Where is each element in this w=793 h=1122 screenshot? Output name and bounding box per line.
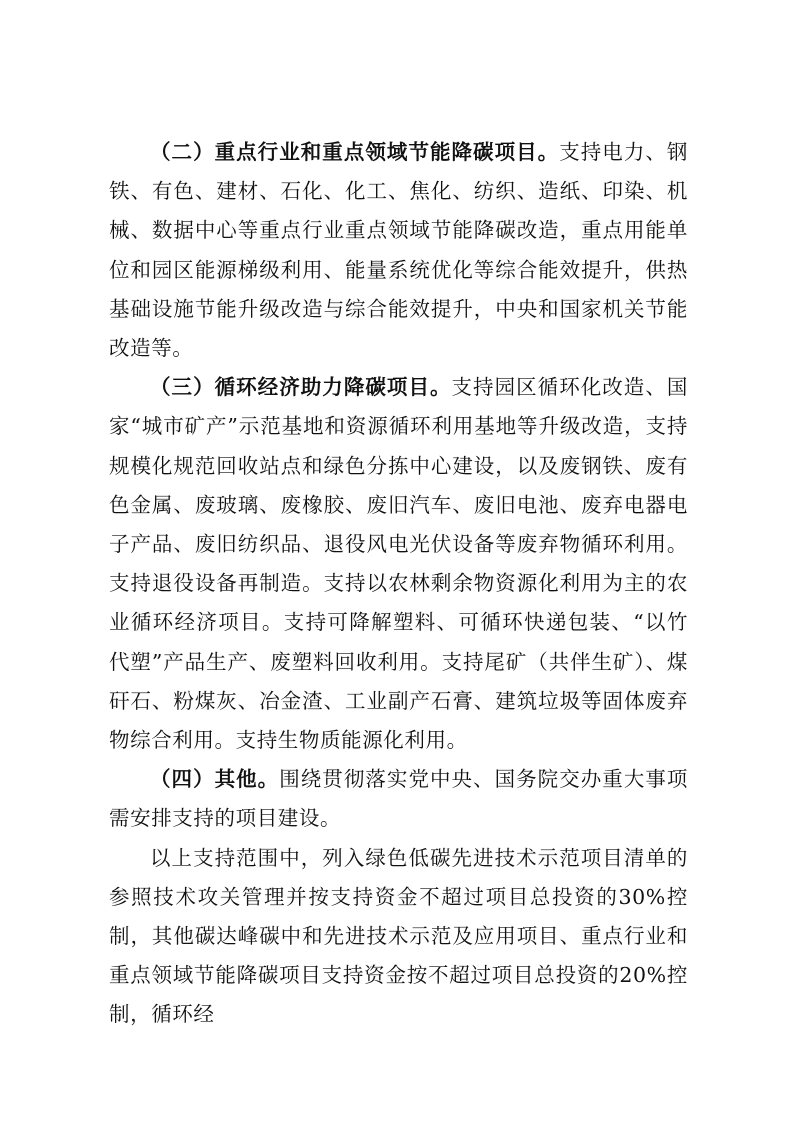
section-heading-three: （三）循环经济助力降碳项目。 [150, 375, 452, 400]
paragraph-other [109, 760, 688, 838]
section-heading-four: （四）其他。 [150, 767, 280, 792]
document-body [109, 133, 688, 1035]
paragraph-text: 支持电力、钢铁、有色、建材、石化、化工、焦化、纺织、造纸、印染、机械、数据中心等重点行业重点领域节能降碳改造，重点用能单位和园区能源梯级利用、能量系统优化等综合能效提升，供热基础设施节能升级改造与综合能效提升，中央和国家机关节能改造等。 [109, 140, 688, 361]
paragraph-text: 支持园区循环化改造、国家“城市矿产”示范基地和资源循环利用基地等升级改造，支持规模化规范回收站点和绿色分拣中心建设，以及废钢铁、废有色金属、废玻璃、废橡胶、废旧汽车、废旧电池、废弃电器电子产品、废旧纺织品、退役风电光伏设备等废弃物循环利用。支持退役设备再制造。支持以农林剩余物资源化利用为主的农业循环经济项目。支持可降解塑料、可循环快递包装、“以竹代塑”产品生产、废塑料回收利用。支持尾矿（共伴生矿）、煤矸石、粉煤灰、冶金渣、工业副产石膏、建筑垃圾等固体废弃物综合利用。支持生物质能源化利用。 [109, 375, 688, 753]
paragraph-circular-economy-projects [109, 368, 688, 760]
paragraph-funding-limits [109, 839, 688, 1035]
paragraph-text: 围绕贯彻落实党中央、国务院交办重大事项需安排支持的项目建设。 [109, 767, 688, 831]
paragraph-text: 以上支持范围中，列入绿色低碳先进技术示范项目清单的参照技术攻关管理并按支持资金不超过项目总投资的30%控制，其他碳达峰碳中和先进技术示范及应用项目、重点行业和重点领域节能降碳项目支持资金按不超过项目总投资的20%控制，循环经 [109, 845, 688, 1027]
paragraph-energy-saving-projects [109, 133, 688, 368]
section-heading-two: （二）重点行业和重点领域节能降碳项目。 [150, 140, 560, 164]
